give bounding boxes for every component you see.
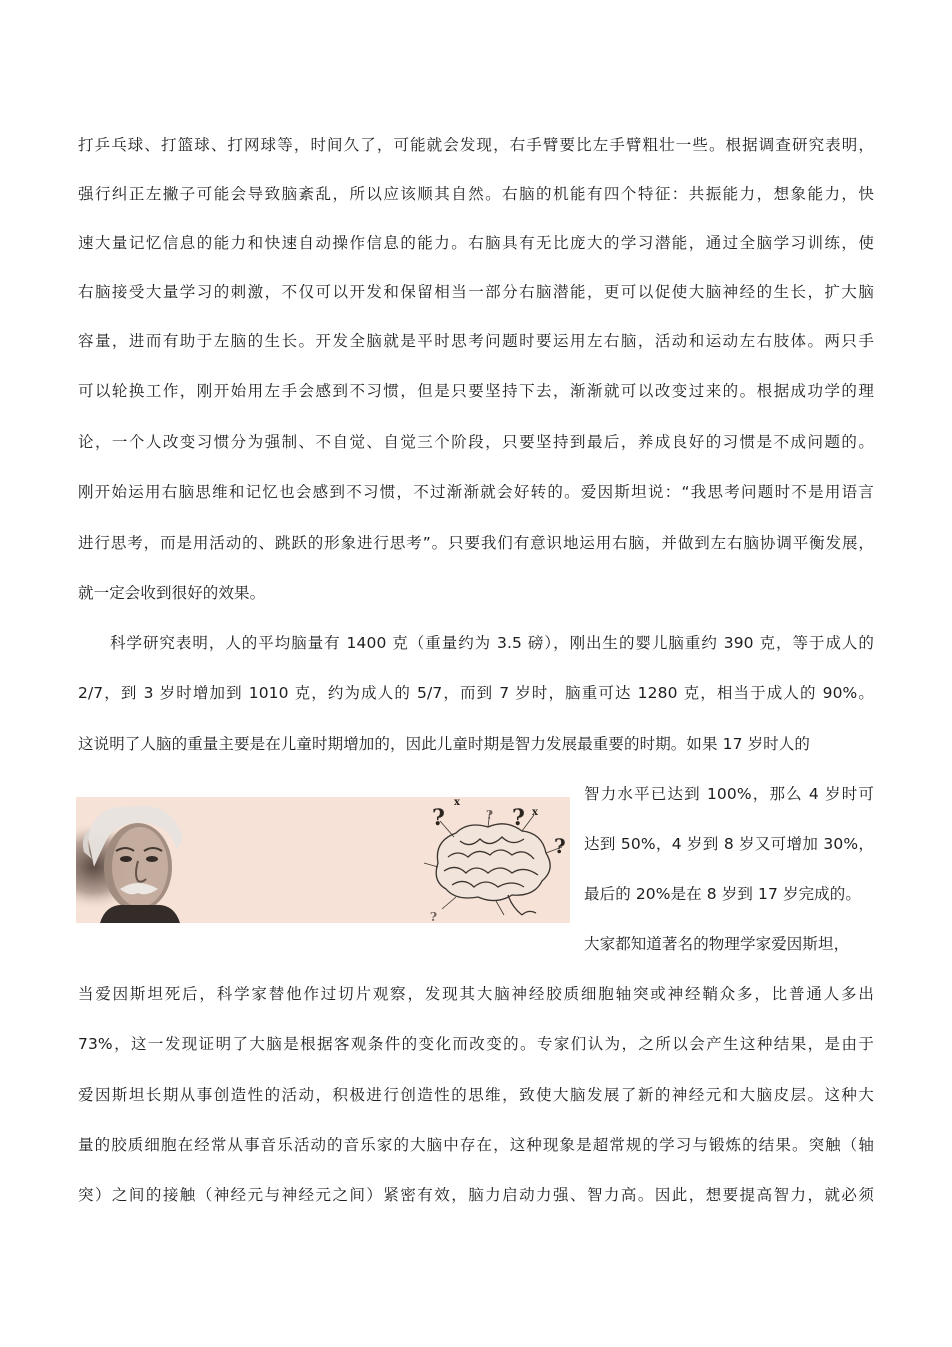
paragraph-line: 就一定会收到很好的效果。 <box>78 584 266 602</box>
paragraph-line: 进行思考，而是用活动的、跳跃的形象进行思考”。只要我们有意识地运用右脑，并做到左右脑协调平衡发展， <box>78 534 874 552</box>
paragraph-line: 刚开始运用右脑思维和记忆也会感到不习惯，不过渐渐就会好转的。爱因斯坦说：“我思考问题时不是用语言 <box>78 483 874 501</box>
paragraph-line: 大家都知道著名的物理学家爱因斯坦， <box>584 935 850 953</box>
paragraph-line: 强行纠正左撇子可能会导致脑紊乱，所以应该顺其自然。右脑的机能有四个特征：共振能力，想象能力，快 <box>78 185 874 203</box>
paragraph-line: 智力水平已达到 100%，那么 4 岁时可 <box>584 785 874 803</box>
paragraph-line: 这说明了人脑的重量主要是在儿童时期增加的，因此儿童时期是智力发展最重要的时期。如果 17 岁时人的 <box>78 735 810 753</box>
paragraph-line: 爱因斯坦长期从事创造性的活动，积极进行创造性的思维，致使大脑发展了新的神经元和大脑皮层。这种大 <box>78 1086 874 1104</box>
paragraph-line: 容量，进而有助于左脑的生长。开发全脑就是平时思考问题时要运用左右脑，活动和运动左右肢体。两只手 <box>78 332 874 350</box>
paragraph-line: 可以轮换工作，刚开始用左手会感到不习惯，但是只要坚持下去，渐渐就可以改变过来的。根据成功学的理 <box>78 382 874 400</box>
paragraph-line: 打乒乓球、打篮球、打网球等，时间久了，可能就会发现，右手臂要比左手臂粗壮一些。根据调查研究表明， <box>78 136 874 154</box>
paragraph-line: 论，一个人改变习惯分为强制、不自觉、自觉三个阶段，只要坚持到最后，养成良好的习惯是不成问题的。 <box>78 433 874 451</box>
svg-text:?: ? <box>554 834 566 858</box>
paragraph-line: 右脑接受大量学习的刺激，不仅可以开发和保留相当一部分右脑潜能，更可以促使大脑神经的生长，扩大脑 <box>78 283 874 301</box>
svg-text:?: ? <box>432 805 445 831</box>
paragraph-line: 科学研究表明，人的平均脑量有 1400 克（重量约为 3.5 磅），刚出生的婴儿脑重约 390 克，等于成人的 <box>110 634 874 652</box>
paragraph-line: 速大量记忆信息的能力和快速自动操作信息的能力。右脑具有无比庞大的学习潜能，通过全脑学习训练，使 <box>78 234 874 252</box>
paragraph-line: 当爱因斯坦死后，科学家替他作过切片观察，发现其大脑神经胶质细胞轴突或神经鞘众多，比普通人多出 <box>78 985 874 1003</box>
paragraph-line: 突）之间的接触（神经元与神经元之间）紧密有效，脑力启动力强、智力高。因此，想要提高智力，就必须 <box>78 1186 874 1204</box>
einstein-brain-illustration-icon <box>76 797 570 923</box>
einstein-brain-illustration <box>76 797 570 923</box>
paragraph-line: 73%，这一发现证明了大脑是根据客观条件的变化而改变的。专家们认为，之所以会产生这种结果，是由于 <box>78 1035 874 1053</box>
svg-text:x: x <box>532 807 538 818</box>
svg-text:x: x <box>454 797 460 808</box>
paragraph-line: 量的胶质细胞在经常从事音乐活动的音乐家的大脑中存在，这种现象是超常规的学习与锻炼的结果。突触（轴 <box>78 1136 874 1154</box>
svg-text:?: ? <box>512 805 525 831</box>
svg-text:?: ? <box>486 808 494 822</box>
paragraph-line: 最后的 20%是在 8 岁到 17 岁完成的。 <box>584 885 861 903</box>
paragraph-line: 达到 50%，4 岁到 8 岁又可增加 30%， <box>584 835 874 853</box>
svg-text:?: ? <box>430 910 438 923</box>
paragraph-line: 2/7，到 3 岁时增加到 1010 克，约为成人的 5/7，而到 7 岁时，脑重可达 1280 克，相当于成人的 90%。 <box>78 684 874 702</box>
